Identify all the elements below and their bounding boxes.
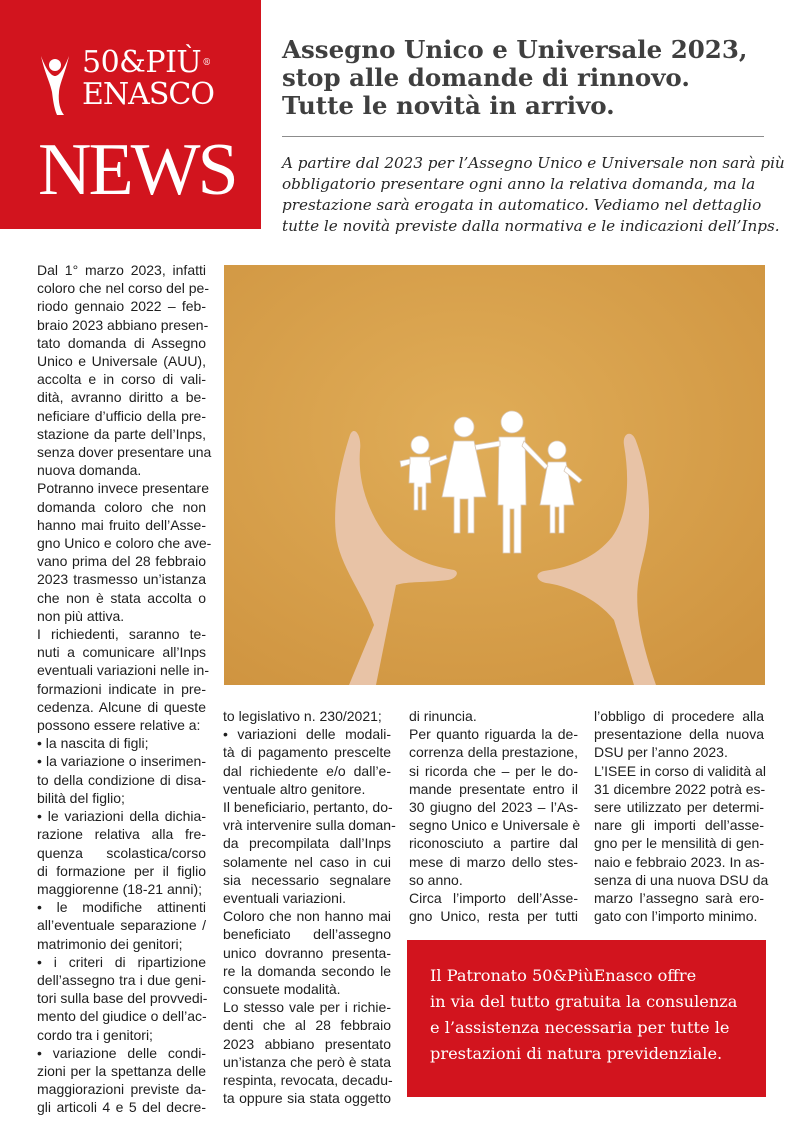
list-item: • i criteri di ripartizione <box>37 953 206 970</box>
text-line: ta oppure sia stata oggetto <box>223 1090 391 1107</box>
text-line: quenza scolastica/corso <box>37 844 206 861</box>
article-column-1 <box>37 261 212 1117</box>
text-line: l’obbligo di procedere alla <box>594 708 764 724</box>
callout-line: prestazioni di natura previdenziale. <box>430 1044 723 1063</box>
callout-line: Il Patronato 50&PiùEnasco offre <box>430 966 697 985</box>
text-line: gno per le mensilità di gen- <box>594 835 764 852</box>
text-line: 30 giugno del 2023 – l’As- <box>409 799 578 816</box>
lede-line: prestazione sarà erogata in automatico. Vediamo nel dettaglio <box>282 196 762 214</box>
callout-line: in via del tutto gratuita la consulenza <box>430 992 738 1011</box>
section-title: NEWS <box>38 129 236 211</box>
text-line: segno Unico e Universale è <box>409 817 581 834</box>
divider <box>282 136 764 137</box>
lede-line: A partire dal 2023 per l’Assegno Unico e Universale non sarà più <box>282 154 785 172</box>
text-line: Unico e Universale (AUU), <box>37 353 206 370</box>
text-line: senza di una nuova DSU da <box>594 871 769 888</box>
text-line: accolta e in corso di vali- <box>37 371 206 388</box>
list-item: • le variazioni della dichia- <box>37 808 206 825</box>
text-line: tori sulla base del provvedi- <box>37 990 208 1007</box>
text-line: mento del giudice o dell’ac- <box>37 1008 207 1025</box>
text-line: coloro che nel corso del pe- <box>37 280 209 297</box>
article-lede <box>282 153 785 237</box>
text-line: eventuali variazioni. <box>223 890 346 907</box>
text-line: di formazione per il figlio <box>37 862 206 879</box>
text-line: 2023 abbiano presentato <box>223 1035 391 1052</box>
text-line: maggiorazioni previste da- <box>37 1081 206 1098</box>
text-line: gli articoli 4 e 5 del decre- <box>37 1099 206 1116</box>
text-line: eventuali variazioni nelle in- <box>37 662 209 679</box>
text-line: marzo l’assegno sarà ero- <box>594 890 764 907</box>
text-line: un’istanza che però è stata <box>223 1053 391 1070</box>
text-line: 31 dicembre 2022 potrà es- <box>594 780 766 797</box>
text-line: dal richiedente e/o dall’e- <box>223 762 391 779</box>
text-line: vrà intervenire sulla doman- <box>223 817 396 834</box>
text-line: Circa l’importo dell’Asse- <box>409 890 578 907</box>
headline-line: Tutte le novità in arrivo. <box>282 91 615 120</box>
text-line: matrimonio dei genitori; <box>37 935 183 952</box>
text-line: I richiedenti, saranno te- <box>37 626 206 643</box>
text-line: so anno. <box>409 871 463 888</box>
headline-line: stop alle domande di rinnovo. <box>282 63 690 92</box>
text-line: bilità del figlio; <box>37 789 125 806</box>
text-line: riodo gennaio 2022 – feb- <box>37 298 206 315</box>
text-line: to della condizione di disa- <box>37 771 206 788</box>
article-column-2 <box>223 707 396 1107</box>
text-line: nuova domanda. <box>37 462 142 479</box>
article-headline <box>282 36 782 120</box>
family-hands-illustration <box>224 265 765 685</box>
text-line: tà di pagamento prescelte <box>223 744 391 761</box>
text-line: dell’assegno tra i due geni- <box>37 971 206 988</box>
text-line: hanno mai fruito dell’Asse- <box>37 516 206 533</box>
text-line: ventuale altro genitore. <box>223 780 366 797</box>
article-column-3 <box>409 707 581 925</box>
text-line: vano prima del 28 febbraio <box>37 553 206 570</box>
text-line: Coloro che non hanno mai <box>223 908 391 925</box>
text-line: gato con l’importo minimo. <box>594 908 758 925</box>
text-line: nuti a comunicare all’Inps <box>37 644 206 661</box>
list-item: • le modifiche attinenti <box>37 899 206 916</box>
article-photo <box>224 265 765 685</box>
text-line: gno Unico e coloro che ave- <box>37 535 212 552</box>
text-line: neficiare d’ufficio della pre- <box>37 407 206 424</box>
text-line: mese di marzo dello stes- <box>409 853 578 870</box>
article-column-4 <box>594 707 769 925</box>
text-line: zioni per la spettanza delle <box>37 1062 206 1079</box>
text-line: si ricorda che – per le do- <box>409 762 578 779</box>
text-line: maggiorenne (18-21 anni); <box>37 880 202 897</box>
text-line: riconosciuto a partire dal <box>409 835 578 852</box>
text-line: L’ISEE in corso di validità al <box>594 762 766 779</box>
text-line: denti che al 28 febbraio <box>223 1017 391 1034</box>
logo-wordmark-top: 50&PIÙ® <box>82 45 211 80</box>
list-item: • variazione delle condi- <box>37 1044 206 1061</box>
lede-line: tutte le novità previste dalla normativa e le indicazioni dell’Inps. <box>282 217 780 235</box>
text-line: che non è stata accolta o <box>37 589 206 606</box>
text-line: sere utilizzato per determi- <box>594 799 764 816</box>
text-line: nare gli importi dell’asse- <box>594 817 764 834</box>
text-line: re la domanda secondo le <box>223 962 391 979</box>
text-line: sia necessario segnalare <box>223 871 391 888</box>
text-line: braio 2023 abbiano presen- <box>37 316 209 333</box>
text-line: possono essere relative a: <box>37 717 201 734</box>
text-line: da precompilata dall’Inps <box>223 835 391 852</box>
headline-line: Assegno Unico e Universale 2023, <box>282 35 748 64</box>
text-line: domanda coloro che non <box>37 498 206 515</box>
text-line: Lo stesso vale per i richie- <box>223 999 391 1016</box>
lede-line: obbligatorio presentare ogni anno la relativa domanda, ma la <box>282 175 756 193</box>
callout-line: e l’assistenza necessaria per tutte le <box>430 1018 730 1037</box>
text-line: Il beneficiario, pertanto, do- <box>223 799 393 816</box>
text-line: to legislativo n. 230/2021; <box>223 708 382 724</box>
text-line: solamente nel caso in cui <box>223 853 391 870</box>
text-line: respinta, revocata, decadu- <box>223 1072 393 1089</box>
text-line: presentazione della nuova <box>594 726 764 743</box>
list-item: • la variazione o inserimen- <box>37 753 206 770</box>
text-line: Per quanto riguarda la de- <box>409 726 578 743</box>
text-line: gno Unico, resta per tutti <box>409 908 578 925</box>
text-line: di rinuncia. <box>409 708 477 724</box>
logo-wordmark-bottom: ENASCO <box>82 77 214 112</box>
text-line: consuete modalità. <box>223 981 341 998</box>
callout-text <box>430 963 760 1067</box>
text-line: all’eventuale separazione / <box>37 917 206 934</box>
text-line: senza dover presentare una <box>37 444 212 461</box>
text-line: cedenza. Alcune di queste <box>37 698 206 715</box>
list-item: • variazioni delle modali- <box>223 726 391 743</box>
text-line: cordo tra i genitori; <box>37 1026 153 1043</box>
text-line: mande presentate entro il <box>409 780 578 797</box>
text-line: tato domanda di Assegno <box>37 334 206 351</box>
text-line: dità, avranno diritto a be- <box>37 389 206 406</box>
text-line: DSU per l’anno 2023. <box>594 744 728 761</box>
text-line: Potranno invece presentare <box>37 480 209 497</box>
text-line: razione relativa alla fre- <box>37 826 206 843</box>
text-line: formazioni indicate in pre- <box>37 680 206 697</box>
text-line: 2023 trasmesso un’istanza <box>37 571 206 588</box>
text-line: naio e febbraio 2023. In as- <box>594 853 765 870</box>
text-line: beneficiato dell’assegno <box>223 926 391 943</box>
text-line: correnza della prestazione, <box>409 744 578 761</box>
text-line: stazione da parte dell’Inps, <box>37 425 206 442</box>
text-line: non più attiva. <box>37 607 125 624</box>
list-item: • la nascita di figli; <box>37 735 149 752</box>
text-line: unico dovranno presenta- <box>223 944 391 961</box>
logo-figure-icon <box>38 52 72 116</box>
text-line: Dal 1° marzo 2023, infatti <box>37 262 206 278</box>
